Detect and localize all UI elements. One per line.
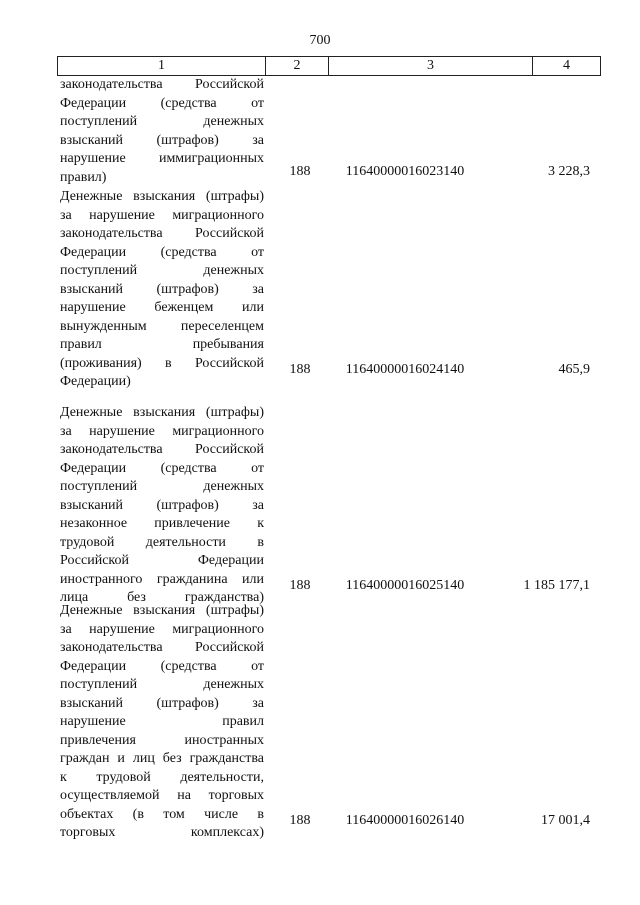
description-word: денежных (203, 114, 264, 129)
description-word: миграционного (172, 621, 264, 637)
description-word: Российской (195, 77, 264, 92)
row-admin-code: 188 (289, 813, 311, 828)
description-word: трудовой (60, 534, 115, 550)
description-word: за (60, 207, 72, 223)
description-word: Федерации (197, 553, 264, 568)
description-word: (проживания) (60, 355, 142, 371)
description-word: (средства (160, 244, 217, 260)
description-word: Российской (195, 442, 264, 457)
description-line (60, 602, 264, 621)
description-line (60, 169, 264, 188)
description-word: пребывания (192, 337, 264, 352)
row-description (60, 188, 264, 392)
description-line (60, 441, 264, 460)
description-word: (штрафов) (156, 695, 219, 711)
description-line (60, 806, 264, 825)
description-word: за (252, 695, 264, 711)
description-line (60, 423, 264, 442)
description-word: (штрафы) (205, 405, 264, 420)
description-word: Федерации (60, 244, 127, 260)
description-word: за (252, 497, 264, 513)
row-description (60, 602, 264, 843)
description-line (60, 621, 264, 640)
description-word: от (251, 658, 264, 674)
description-line (60, 732, 264, 751)
description-word: нарушение (89, 621, 155, 637)
description-word: Российской (195, 640, 264, 655)
row-budget-code: 11640000016025140 (345, 578, 465, 593)
header-col-3: 3 (328, 57, 532, 75)
description-line (60, 658, 264, 677)
description-word: от (251, 244, 264, 260)
page-number: 700 (309, 33, 331, 48)
description-word: гражданства (189, 751, 264, 766)
description-word: лица (60, 590, 89, 605)
row-budget-code: 11640000016023140 (345, 164, 465, 179)
description-word: взыскания (133, 189, 196, 204)
description-word: иммиграционных (158, 151, 264, 166)
description-word: или (242, 300, 264, 315)
description-word: за (252, 281, 264, 297)
description-word: (средства (160, 460, 217, 476)
description-line (60, 318, 264, 337)
header-col-4: 4 (532, 57, 601, 75)
description-word: к (60, 769, 67, 785)
description-word: правил (222, 714, 264, 729)
description-word: деятельности, (180, 769, 264, 785)
description-word: за (60, 621, 72, 637)
description-word: взысканий (60, 281, 124, 297)
description-word: Денежные (60, 405, 123, 420)
description-word: без (127, 590, 146, 605)
description-word: Российской (60, 553, 129, 568)
description-word: Федерации (60, 658, 127, 674)
description-word: переселенцем (180, 318, 264, 334)
description-word: на (177, 788, 191, 803)
description-word: (средства (160, 95, 217, 111)
description-word: поступлений (60, 263, 138, 278)
description-line (60, 150, 264, 169)
description-word: беженцем (154, 300, 214, 315)
description-word: комплексах) (190, 825, 264, 840)
description-word: поступлений (60, 114, 138, 129)
description-line (60, 787, 264, 806)
description-line (60, 113, 264, 132)
description-word: правил) (60, 169, 107, 185)
description-word: (штрафов) (156, 497, 219, 513)
description-line (60, 769, 264, 788)
description-line (60, 460, 264, 479)
description-word: Денежные (60, 603, 123, 618)
description-word: (штрафы) (205, 189, 264, 204)
description-word: торговых (60, 825, 116, 840)
description-line (60, 225, 264, 244)
description-line (60, 76, 264, 95)
description-word: нарушение (60, 300, 126, 315)
description-word: взыскания (133, 603, 196, 618)
description-word: Российской (194, 355, 264, 371)
description-word: денежных (203, 479, 264, 494)
description-word: миграционного (172, 207, 264, 223)
description-word: за (60, 423, 72, 439)
description-line (60, 676, 264, 695)
description-word: том (163, 806, 185, 822)
row-admin-code: 188 (289, 578, 311, 593)
description-line (60, 262, 264, 281)
description-line (60, 299, 264, 318)
row-budget-code: 11640000016026140 (345, 813, 465, 828)
description-word: нарушение (60, 151, 126, 166)
row-amount: 3 228,3 (548, 164, 590, 179)
description-line (60, 478, 264, 497)
row-amount: 17 001,4 (541, 813, 590, 828)
description-word: деятельности (145, 534, 226, 550)
row-amount: 1 185 177,1 (523, 578, 590, 593)
description-word: или (242, 571, 264, 587)
description-line (60, 373, 264, 392)
description-word: Денежные (60, 189, 123, 204)
description-line (60, 497, 264, 516)
description-line (60, 515, 264, 534)
description-line (60, 695, 264, 714)
description-line (60, 639, 264, 658)
description-line (60, 207, 264, 226)
description-word: поступлений (60, 479, 138, 494)
description-line (60, 571, 264, 590)
description-word: законодательства (60, 77, 163, 92)
description-line (60, 534, 264, 553)
description-word: (в (132, 806, 144, 822)
description-word: правил (60, 337, 102, 352)
description-word: лиц (132, 751, 155, 766)
description-word: торговых (208, 788, 264, 803)
row-budget-code: 11640000016024140 (345, 362, 465, 377)
description-word: иностранного (60, 571, 143, 587)
description-word: Федерации (60, 95, 127, 111)
description-word: (средства (160, 658, 217, 674)
description-word: нарушение (89, 207, 155, 223)
table-header-row (57, 56, 601, 76)
description-word: без (162, 751, 182, 766)
description-word: привлечение (154, 516, 230, 531)
description-word: Федерации (60, 460, 127, 476)
description-line (60, 336, 264, 355)
description-word: поступлений (60, 677, 138, 692)
description-word: денежных (203, 677, 264, 692)
description-word: в (257, 806, 264, 822)
description-word: иностранных (184, 732, 264, 748)
header-col-1: 1 (57, 57, 265, 75)
row-admin-code: 188 (289, 164, 311, 179)
description-word: от (251, 95, 264, 111)
description-word: (штрафов) (156, 132, 219, 148)
description-word: трудовой (96, 769, 151, 785)
description-line (60, 552, 264, 571)
description-word: в (257, 534, 264, 550)
description-word: Российской (195, 226, 264, 241)
description-word: миграционного (172, 423, 264, 439)
header-col-2: 2 (265, 57, 328, 75)
description-line (60, 244, 264, 263)
description-line (60, 95, 264, 114)
description-line (60, 355, 264, 374)
row-description (60, 404, 264, 608)
description-line (60, 824, 264, 843)
description-word: нарушение (60, 714, 126, 729)
description-line (60, 713, 264, 732)
description-word: взысканий (60, 132, 124, 148)
description-word: числе (204, 806, 239, 822)
description-line (60, 188, 264, 207)
description-word: (штрафов) (156, 281, 219, 297)
description-word: привлечения (60, 732, 136, 748)
description-word: незаконное (60, 516, 128, 531)
row-admin-code: 188 (289, 362, 311, 377)
description-word: законодательства (60, 226, 163, 241)
description-word: к (257, 516, 264, 531)
description-word: законодательства (60, 640, 163, 655)
description-word: законодательства (60, 442, 163, 457)
description-word: осуществляемой (60, 788, 160, 803)
description-word: гражданина (156, 571, 228, 587)
description-word: взыскания (133, 405, 196, 420)
description-line (60, 281, 264, 300)
description-word: гражданства) (184, 590, 264, 605)
description-line (60, 750, 264, 769)
description-word: за (252, 132, 264, 148)
description-word: Федерации) (60, 374, 131, 389)
row-amount: 465,9 (558, 362, 590, 377)
description-word: в (165, 355, 172, 371)
description-word: объектах (60, 806, 114, 822)
description-word: нарушение (89, 423, 155, 439)
description-word: (штрафы) (205, 603, 264, 618)
description-word: вынужденным (60, 318, 147, 334)
description-line (60, 132, 264, 151)
description-word: взысканий (60, 497, 124, 513)
description-word: взысканий (60, 695, 124, 711)
description-word: и (117, 751, 125, 766)
description-word: граждан (60, 751, 110, 766)
description-word: от (251, 460, 264, 476)
description-line (60, 404, 264, 423)
description-word: денежных (203, 263, 264, 278)
row-description (60, 76, 264, 187)
